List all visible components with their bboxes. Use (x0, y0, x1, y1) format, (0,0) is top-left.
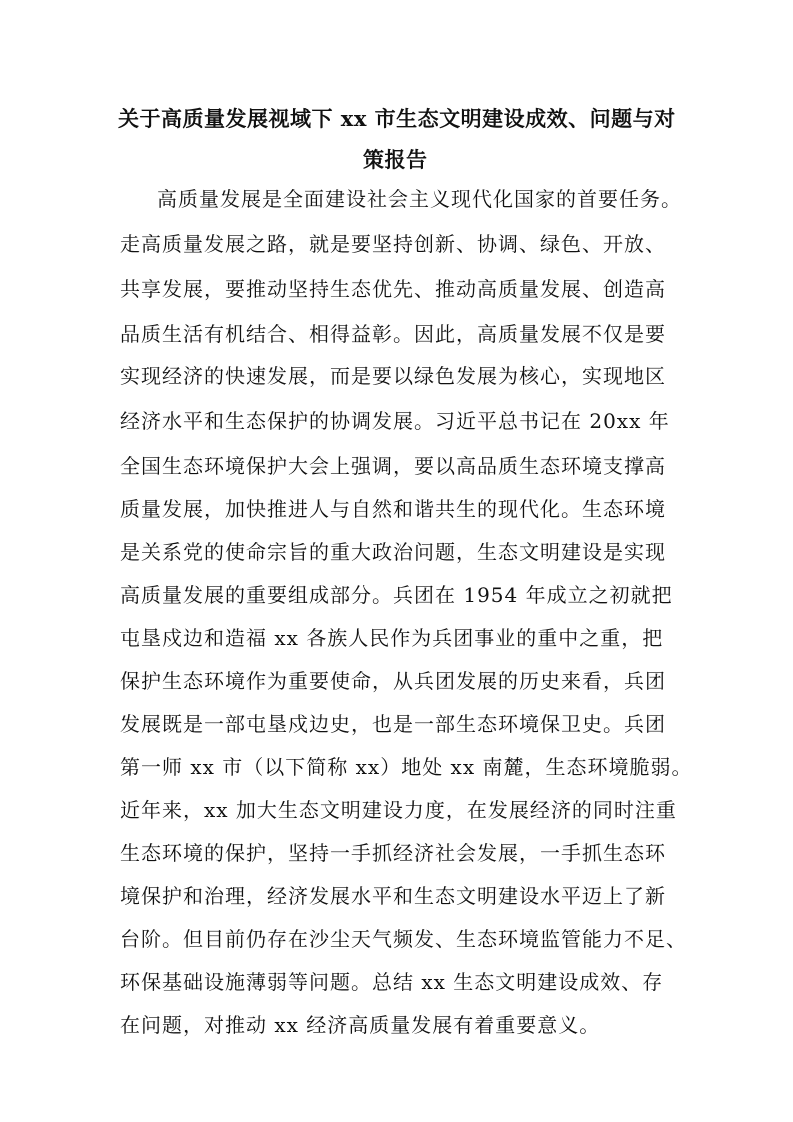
paragraph-line: 近年来，xx 加大生态文明建设力度，在发展经济的同时注重 (120, 798, 677, 822)
paragraph-line: 在问题，对推动 xx 经济高质量发展有着重要意义。 (120, 1013, 601, 1037)
paragraph-line: 高质量发展的重要组成部分。兵团在 1954 年成立之初就把 (120, 583, 673, 607)
paragraph-line: 第一师 xx 市（以下简称 xx）地处 xx 南麓，生态环境脆弱。 (120, 755, 693, 779)
paragraph-line: 品质生活有机结合、相得益彰。因此，高质量发展不仅是要 (120, 322, 666, 346)
paragraph-line: 走高质量发展之路，就是要坚持创新、协调、绿色、开放、 (120, 232, 666, 256)
paragraph-line: 生态环境的保护，坚持一手抓经济社会发展，一手抓生态环 (120, 841, 666, 865)
paragraph-line: 境保护和治理，经济发展水平和生态文明建设水平迈上了新 (120, 884, 666, 908)
paragraph-line: 台阶。但目前仍存在沙尘天气频发、生态环境监管能力不足、 (120, 927, 687, 951)
document-title-line-2: 策报告 (363, 147, 428, 172)
paragraph-line: 全国生态环境保护大会上强调，要以高品质生态环境支撑高 (120, 454, 666, 478)
paragraph-line: 环保基础设施薄弱等问题。总结 xx 生态文明建设成效、存 (120, 970, 664, 994)
document-title-line-1: 关于高质量发展视域下 xx 市生态文明建设成效、问题与对 (118, 106, 676, 131)
paragraph-line: 发展既是一部屯垦戍边史，也是一部生态环境保卫史。兵团 (120, 712, 666, 736)
paragraph-line: 是关系党的使命宗旨的重大政治问题，生态文明建设是实现 (120, 540, 666, 564)
paragraph-line: 屯垦戍边和造福 xx 各族人民作为兵团事业的重中之重，把 (120, 626, 664, 650)
paragraph-line: 实现经济的快速发展，而是要以绿色发展为核心，实现地区 (120, 364, 666, 388)
paragraph-line: 保护生态环境作为重要使命，从兵团发展的历史来看，兵团 (120, 669, 666, 693)
paragraph-line: 质量发展，加快推进人与自然和谐共生的现代化。生态环境 (120, 497, 666, 521)
paragraph-line: 经济水平和生态保护的协调发展。习近平总书记在 20xx 年 (120, 409, 670, 433)
paragraph-line: 共享发展，要推动坚持生态优先、推动高质量发展、创造高 (120, 277, 666, 301)
paragraph-line: 高质量发展是全面建设社会主义现代化国家的首要任务。 (157, 187, 682, 211)
